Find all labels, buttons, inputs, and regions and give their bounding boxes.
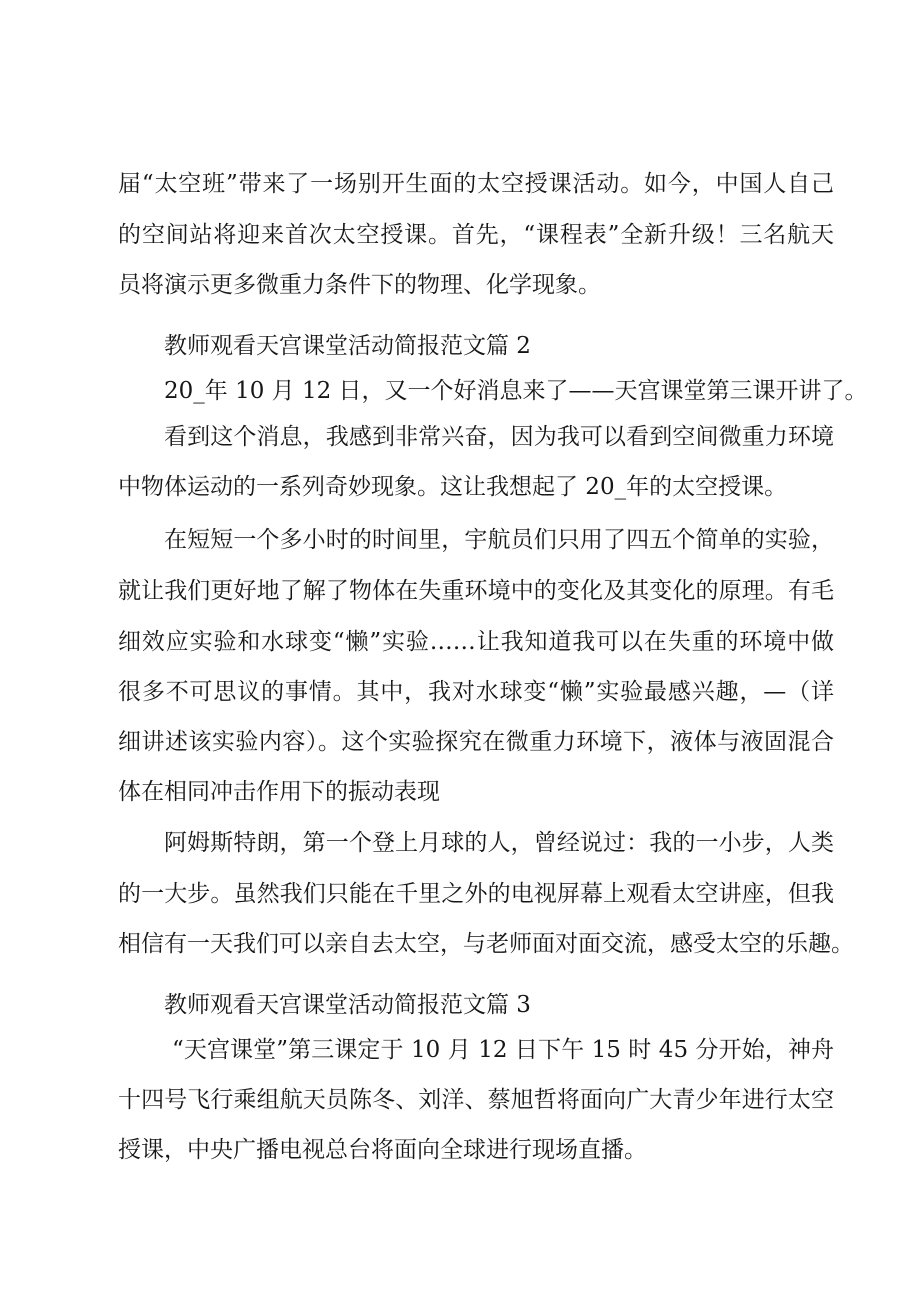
text-line-7: 中物体运动的一系列奇妙现象。这让我想起了 20_年的太空授课。 [118,474,788,500]
text-line-8: 在短短一个多小时的时间里，宇航员们只用了四五个简单的实验， [164,527,834,553]
text-line-13: 体在相同冲击作用下的振动表现 [118,779,440,805]
text-line-15: 的一大步。虽然我们只能在千里之外的电视屏幕上观看太空讲座，但我 [118,881,834,907]
text-line-16: 相信有一天我们可以亲自去太空，与老师面对面交流，感受太空的乐趣。 [118,931,854,957]
text-line-11: 很多不可思议的事情。其中，我对水球变“懒”实验最感兴趣，—（详 [118,679,834,705]
text-line-9: 就让我们更好地了解了物体在失重环境中的变化及其变化的原理。有毛 [118,578,834,604]
text-line-14: 阿姆斯特朗，第一个登上月球的人，曾经说过：我的一小步，人类 [164,830,834,856]
text-line-18: “天宫课堂”第三课定于 10 月 12 日下午 15 时 45 分开始，神舟 [172,1037,834,1063]
section-heading-3: 教师观看天宫课堂活动简报范文篇 3 [164,992,531,1018]
section-heading-2: 教师观看天宫课堂活动简报范文篇 2 [164,333,531,359]
text-line-1: 届“太空班”带来了一场别开生面的太空授课活动。如今，中国人自己 [118,171,834,197]
text-line-10: 细效应实验和水球变“懒”实验……让我知道我可以在失重的环境中做 [118,629,834,655]
text-line-6: 看到这个消息，我感到非常兴奋，因为我可以看到空间微重力环境 [164,424,834,450]
text-line-20: 授课，中央广播电视总台将面向全球进行现场直播。 [118,1137,647,1163]
text-line-2: 的空间站将迎来首次太空授课。首先，“课程表”全新升级！三名航天 [118,222,834,248]
text-line-3: 员将演示更多微重力条件下的物理、化学现象。 [118,272,601,298]
text-line-12: 细讲述该实验内容）。这个实验探究在微重力环境下，液体与液固混合 [118,729,834,755]
text-line-5: 20_年 10 月 12 日，又一个好消息来了——天宫课堂第三课开讲了。 [164,378,868,404]
text-line-19: 十四号飞行乘组航天员陈冬、刘洋、蔡旭哲将面向广大青少年进行太空 [118,1087,834,1113]
